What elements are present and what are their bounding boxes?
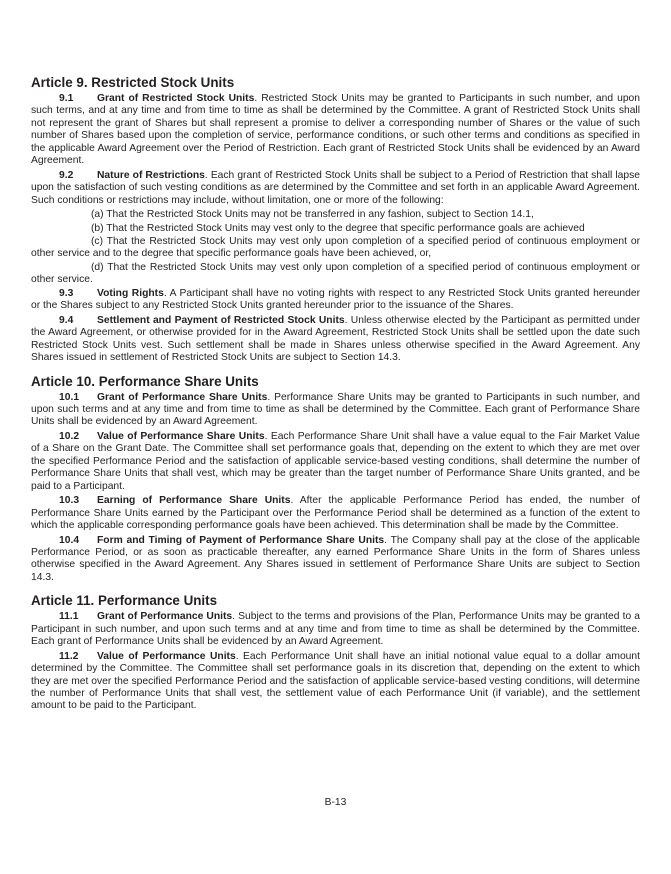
- section-text: . Unless otherwise elected by the Participant as permitted under the Award Agreement, or otherwise provided for in the Award Agreement, Restricted Stock Units shall be settled upon the date such Restricted Stock Units vest. Such settlement shall be made in Shares unless otherwise specified in the Award Agreement. Any Shares issued in settlement of Restricted Stock Units are subject to Section 14.3.: [31, 314, 640, 364]
- section-10-2: [31, 431, 640, 493]
- section-text: . The Company shall pay at the close of the applicable Performance Period, or as soon as practicable thereafter, any earned Performance Share Units in the form of Shares unless otherwise specified in the Award Agreement. Any Shares issued in settlement of Performance Share Units are subject to Section 14.3.: [31, 534, 640, 583]
- section-title: Grant of Restricted Stock Units: [97, 93, 255, 104]
- list-item-a: (a) That the Restricted Stock Units may not be transferred in any fashion, subject to Section 14.1,: [91, 209, 534, 221]
- page-number: B-13: [324, 797, 347, 808]
- section-title: Nature of Restrictions: [97, 169, 205, 181]
- section-title: Earning of Performance Share Units: [97, 495, 291, 507]
- article-11-heading: Article 11. Performance Units: [31, 593, 218, 609]
- section-number: 9.1: [59, 93, 74, 104]
- section-text: . Restricted Stock Units may be granted to Participants in such number, and upon such terms, and at any time and from time to time as shall be determined by the Committee. A grant of Restricted Stock Units shall not represent the grant of Shares but shall represent a promise to deliver a corresponding number of Shares or the value of such number of Shares based upon the completion of service, performance conditions, or such other terms and conditions as specified in the applicable Award Agreement over the Period of Restriction. Each grant of Restricted Stock Units shall be evidenced by an Award Agreement.: [31, 93, 641, 167]
- article-9-heading: Article 9. Restricted Stock Units: [31, 75, 235, 90]
- section-number: 9.3: [59, 287, 74, 299]
- section-9-2: [31, 170, 640, 207]
- document-page: [31, 74, 640, 715]
- section-text: . Performance Share Units may be granted to Participants in such number, and upon such terms and at any time and from time to time as shall be determined by the Committee. Each grant of Performance Share Units shall be evidenced by an Award Agreement.: [31, 391, 640, 428]
- section-number: 10.3: [59, 495, 80, 507]
- list-item-c: (c) That the Restricted Stock Units may vest only upon completion of a specified period of continuous employment or other service and to the degree that specific performance goals have been achieved, or,: [31, 235, 640, 260]
- section-number: 9.2: [59, 169, 74, 181]
- section-9-1: [31, 93, 640, 168]
- section-number: 11.2: [59, 650, 79, 662]
- section-number: 11.1: [59, 611, 79, 623]
- list-item-d: (d) That the Restricted Stock Units may vest only upon completion of a specified period of continuous employment or other service.: [31, 261, 640, 286]
- section-text: . Each grant of Restricted Stock Units shall be subject to a Period of Restriction that shall lapse upon the satisfaction of such vesting conditions as are determined by the Committee and set forth in an applicable Award Agreement. Such conditions or restrictions may include, without limitation, one or more of the following:: [31, 169, 640, 206]
- list-item-b: (b) That the Restricted Stock Units may vest only to the degree that specific performance goals are achieved: [91, 222, 585, 234]
- section-number: 10.4: [59, 534, 80, 546]
- section-number: 10.2: [59, 430, 80, 442]
- section-9-3: [31, 288, 640, 313]
- section-title: Grant of Performance Share Units: [97, 391, 268, 403]
- section-10-1: [31, 392, 640, 429]
- section-text: . Each Performance Share Unit shall have a value equal to the Fair Market Value of a Share on the Grant Date. The Committee shall set performance goals that, depending on the extent to which they are met over the specified Performance Period and the satisfaction of applicable service-based vesting conditions, shall determine the number of Performance Share Units that shall vest, which may be greater than the target number of Performance Share Units granted, and be paid to a Participant.: [31, 430, 640, 492]
- section-10-3: [31, 495, 640, 532]
- section-title: Value of Performance Share Units: [97, 430, 265, 442]
- section-title: Form and Timing of Payment of Performance Share Units: [97, 534, 385, 546]
- section-text: . After the applicable Performance Period has ended, the number of Performance Share Units earned by the Participant over the Performance Period shall be determined as a function of the extent to which the applicable corresponding performance goals have been achieved. This determination shall be made by the Committee.: [31, 495, 641, 532]
- section-title: Grant of Performance Units: [97, 611, 233, 623]
- article-10-heading: Article 10. Performance Share Units: [31, 373, 259, 389]
- section-text: . Subject to the terms and provisions of the Plan, Performance Units may be granted to a Participant in such number, and upon such terms and at any time and from time to time as shall be determined by the Committee. Each grant of Performance Units shall be evidenced by an Award Agreement.: [31, 611, 640, 648]
- section-text: . Each Performance Unit shall have an initial notional value equal to a dollar amount determined by the Committee. The Committee shall set performance goals in its discretion that, depending on the extent to which they are met over the specified Performance Period and the satisfaction of applicable service-based vesting conditions, will determine the number of Performance Units that shall vest, the settlement value of each Performance Unit (if variable), and the settlement amount to be paid to the Participant.: [31, 650, 640, 712]
- section-title: Voting Rights: [97, 287, 164, 299]
- section-9-4: [31, 315, 640, 365]
- section-number: 10.1: [59, 391, 80, 403]
- section-number: 9.4: [59, 314, 74, 326]
- section-title: Settlement and Payment of Restricted Stock Units: [97, 314, 345, 326]
- section-11-1: [31, 611, 640, 648]
- section-text: . A Participant shall have no voting rights with respect to any Restricted Stock Units granted hereunder or the Shares subject to any Restricted Stock Units granted hereunder prior to the issuance of the Shares.: [31, 287, 641, 312]
- section-11-2: [31, 651, 640, 713]
- section-10-4: [31, 535, 640, 585]
- section-title: Value of Performance Units: [97, 650, 236, 662]
